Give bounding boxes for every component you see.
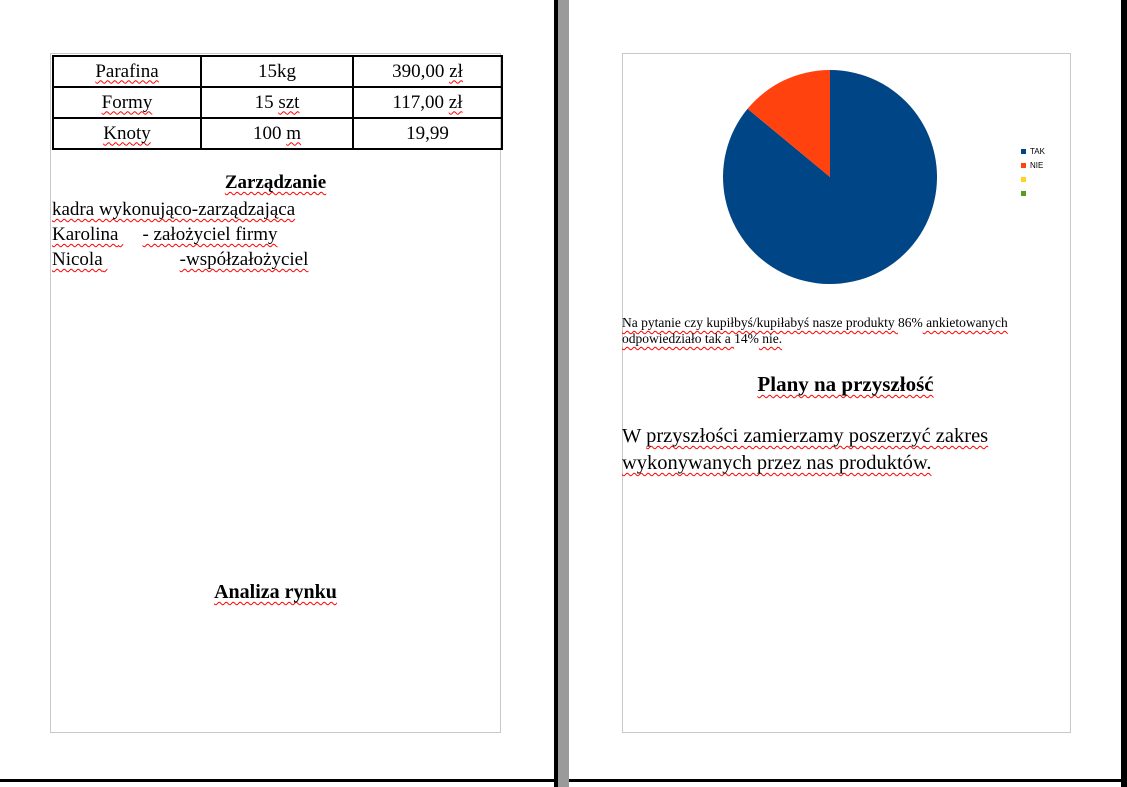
redacted-name-gap [118,224,142,246]
price-table[interactable] [52,55,503,150]
table-cell[interactable] [53,118,201,149]
legend-label: TAK [1030,146,1045,156]
right-page-right-border [1121,0,1127,787]
table-row [53,56,502,87]
cofounder-line[interactable] [52,249,308,271]
heading-future-plans[interactable] [622,372,1069,397]
text-segment: przyszłości zamierzamy poszerzyć zakres wykonywanych przez nas produktów. [622,425,989,474]
heading-future-plans-text: Plany na przyszłość [757,372,934,396]
heading-management-text: Zarządzanie [224,172,327,193]
heading-market-analysis-text: Analiza rynku [214,581,337,603]
legend-swatch-icon [1021,149,1026,154]
survey-result-paragraph[interactable] [622,315,1074,347]
legend-item [1021,158,1045,172]
legend-item [1021,172,1045,186]
legend-label: NIE [1030,160,1044,170]
text-segment: zł [448,91,463,113]
table-cell[interactable] [353,56,502,87]
table-cell[interactable] [353,118,502,149]
left-page-text-boundary [50,53,501,733]
text-segment: 390,00 [392,60,450,82]
text-segment: kadra wykonująco-zarządzająca [52,199,296,220]
table-cell[interactable] [53,56,201,87]
table-cell[interactable] [201,118,353,149]
text-segment: Formy [101,91,153,113]
text-segment: szt [278,91,300,113]
text-segment: Karolina [52,224,119,245]
survey-pie-chart[interactable] [723,70,937,284]
redacted-name-gap [103,249,180,271]
page-gap [558,0,569,787]
future-plans-paragraph[interactable] [622,423,1080,477]
text-segment: -współzałożyciel [179,249,309,270]
text-segment: Parafina [95,60,159,82]
text-segment: ankietowanych odpowiedziało tak a [622,315,1008,346]
text-segment: - założyciel firmy [142,224,278,245]
pie-chart-legend [1021,144,1045,200]
text-segment: Nicola [52,249,103,270]
table-cell[interactable] [353,87,502,118]
heading-market-analysis[interactable] [50,581,501,604]
table-cell[interactable] [201,87,353,118]
heading-management[interactable] [50,172,501,194]
table-row [53,118,502,149]
text-segment: Na pytanie czy kupiłbyś/kupiłabyś nasze produkty [622,315,898,330]
text-segment: 14% [734,331,759,346]
text-segment: 15 [254,91,279,113]
text-segment: m [286,122,302,144]
table-row [53,87,502,118]
table-cell[interactable] [53,87,201,118]
text-segment: nie. [758,331,783,346]
text-segment: 19,99 [406,122,449,144]
text-segment: 15kg [258,60,296,82]
text-segment: Knoty [103,122,151,144]
text-segment: 86% [897,315,923,330]
text-segment: W [622,425,647,447]
founder-line[interactable] [52,224,278,246]
legend-swatch-icon [1021,177,1026,182]
legend-swatch-icon [1021,163,1026,168]
legend-item [1021,186,1045,200]
text-segment: zł [449,60,463,82]
text-segment: 100 [252,122,287,144]
staff-line[interactable] [52,199,295,221]
table-cell[interactable] [201,56,353,87]
legend-item [1021,144,1045,158]
legend-swatch-icon [1021,191,1026,196]
text-segment: 117,00 [392,91,449,113]
